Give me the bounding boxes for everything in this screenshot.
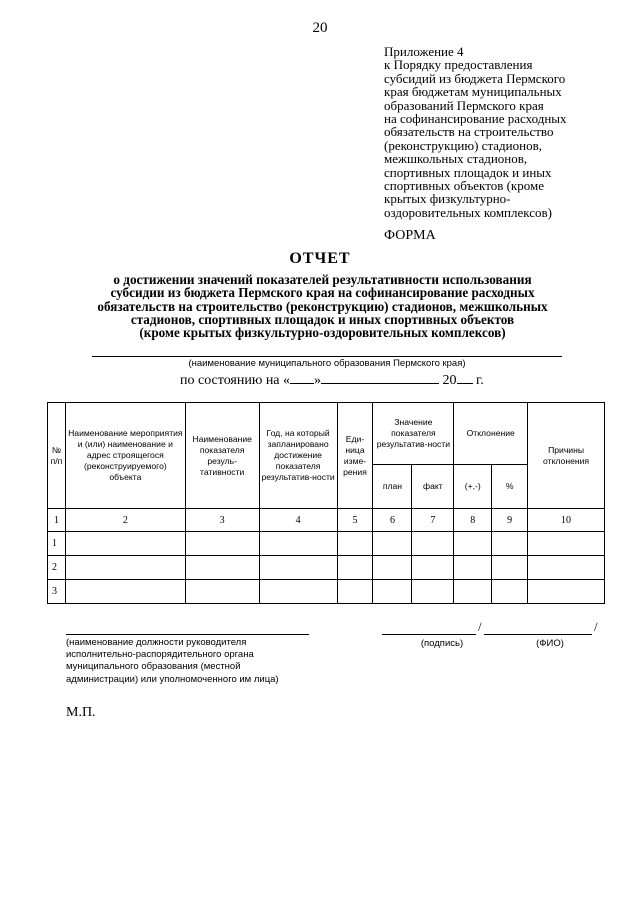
day-blank[interactable] — [290, 371, 314, 384]
appendix-block — [384, 45, 614, 219]
form-label: ФОРМА — [384, 228, 436, 243]
subtitle-line: обязательств на строительство (реконструкцию) стадионов, межшкольных — [97, 298, 548, 314]
row-number: 2 — [48, 556, 66, 580]
table-cell[interactable] — [259, 532, 337, 556]
head-position-line[interactable] — [66, 634, 309, 635]
header-unit: Еди-ница изме-рения — [337, 403, 373, 509]
stamp-label: М.П. — [66, 705, 96, 720]
header-deviation: Отклонение — [454, 403, 528, 465]
year-blank[interactable] — [457, 371, 473, 384]
table-cell[interactable] — [373, 532, 412, 556]
fio-line[interactable] — [484, 634, 592, 635]
header-activity: Наименование мероприятия и (или) наименование и адрес строящегося (реконструируемого) объекта — [65, 403, 185, 509]
as-of-year: 20 — [442, 373, 457, 388]
header-value: Значение показателя результатив-ности — [373, 403, 454, 465]
column-number-row — [48, 509, 605, 532]
table-cell[interactable] — [185, 580, 259, 604]
column-number: 7 — [412, 509, 454, 532]
appendix-line: субсидий из бюджета Пермского — [384, 70, 566, 86]
table-cell[interactable] — [185, 556, 259, 580]
appendix-line: обязательств на строительство — [384, 124, 554, 140]
table-cell[interactable] — [454, 580, 492, 604]
as-of-mid: » — [314, 373, 322, 388]
table-row — [48, 532, 605, 556]
municipality-caption: (наименование муниципального образования Пермского края) — [188, 358, 466, 369]
report-table — [47, 402, 605, 604]
header-plan: план — [373, 465, 412, 509]
header-deviation-pct: % — [492, 465, 528, 509]
table-row — [48, 556, 605, 580]
table-row — [48, 580, 605, 604]
appendix-line: образований Пермского края — [384, 97, 544, 113]
header-fact: факт — [412, 465, 454, 509]
column-number: 8 — [454, 509, 492, 532]
column-number: 10 — [528, 509, 605, 532]
table-cell[interactable] — [528, 532, 605, 556]
appendix-line: оздоровительных комплексов) — [384, 204, 552, 220]
table-cell[interactable] — [528, 556, 605, 580]
table-cell[interactable] — [528, 580, 605, 604]
appendix-line: к Порядку предоставления — [384, 57, 533, 73]
table-cell[interactable] — [492, 532, 528, 556]
header-reasons: Причины отклонения — [528, 403, 605, 509]
table-cell[interactable] — [492, 556, 528, 580]
caption-line: администрации) или уполномоченного им лица) — [66, 673, 279, 685]
appendix-line: на софинансирование расходных — [384, 111, 567, 127]
caption-line: исполнительно-распорядительного органа — [66, 649, 254, 661]
table-cell[interactable] — [337, 532, 373, 556]
table-cell[interactable] — [454, 556, 492, 580]
caption-line: (наименование должности руководителя — [66, 637, 247, 648]
header-deviation-abs: (+,-) — [454, 465, 492, 509]
column-number: 6 — [373, 509, 412, 532]
as-of-prefix: по состоянию на « — [180, 373, 291, 388]
table-cell[interactable] — [259, 556, 337, 580]
municipality-fill-line[interactable] — [92, 356, 562, 357]
appendix-line: края бюджетам муниципальных — [384, 84, 562, 100]
page-number: 20 — [312, 20, 328, 36]
table-cell[interactable] — [492, 580, 528, 604]
table-cell[interactable] — [412, 556, 454, 580]
subtitle-line: (кроме крытых физкультурно-оздоровительных комплексов) — [139, 325, 506, 341]
table-cell[interactable] — [65, 556, 185, 580]
caption-line: муниципального образования (местной — [66, 661, 241, 673]
as-of-suffix: г. — [476, 373, 484, 388]
appendix-line: крытых физкультурно- — [384, 191, 511, 207]
appendix-line: Приложение 4 — [384, 44, 464, 59]
signature-caption: (подпись) — [420, 638, 464, 649]
table-cell[interactable] — [373, 580, 412, 604]
head-position-caption — [66, 637, 316, 686]
table-cell[interactable] — [65, 532, 185, 556]
fio-caption: (ФИО) — [536, 638, 564, 649]
table-cell[interactable] — [65, 580, 185, 604]
column-number: 2 — [65, 509, 185, 532]
subtitle-line: субсидии из бюджета Пермского края на софинансирование расходных — [110, 285, 535, 301]
header-indicator: Наименование показателя резуль-тативности — [185, 403, 259, 509]
header-number: № п/п — [48, 403, 66, 509]
separator-slash: / — [478, 619, 482, 634]
table-cell[interactable] — [373, 556, 412, 580]
header-year: Год, на который запланировано достижение показателя результатив-ности — [259, 403, 337, 509]
appendix-line: (реконструкцию) стадионов, — [384, 137, 542, 153]
signature-line[interactable] — [382, 634, 476, 635]
report-title: ОТЧЕТ — [289, 250, 351, 267]
table-cell[interactable] — [412, 580, 454, 604]
table-cell[interactable] — [259, 580, 337, 604]
column-number: 1 — [48, 509, 66, 532]
month-blank[interactable] — [321, 371, 439, 384]
column-number: 5 — [337, 509, 373, 532]
table-cell[interactable] — [412, 532, 454, 556]
appendix-line: межшкольных стадионов, — [384, 151, 528, 167]
table-cell[interactable] — [337, 580, 373, 604]
table-cell[interactable] — [454, 532, 492, 556]
column-number: 3 — [185, 509, 259, 532]
report-subtitle — [40, 273, 605, 339]
column-number: 9 — [492, 509, 528, 532]
row-number: 1 — [48, 532, 66, 556]
subtitle-line: о достижении значений показателей результативности использования — [113, 272, 532, 287]
separator-slash: / — [594, 619, 598, 634]
column-number: 4 — [259, 509, 337, 532]
appendix-line: спортивных объектов (кроме — [384, 178, 544, 194]
row-number: 3 — [48, 580, 66, 604]
as-of-date — [180, 371, 484, 389]
table-cell[interactable] — [185, 532, 259, 556]
subtitle-line: стадионов, спортивных площадок и иных спортивных объектов — [130, 311, 515, 327]
appendix-line: спортивных площадок и иных — [384, 164, 552, 180]
table-cell[interactable] — [337, 556, 373, 580]
